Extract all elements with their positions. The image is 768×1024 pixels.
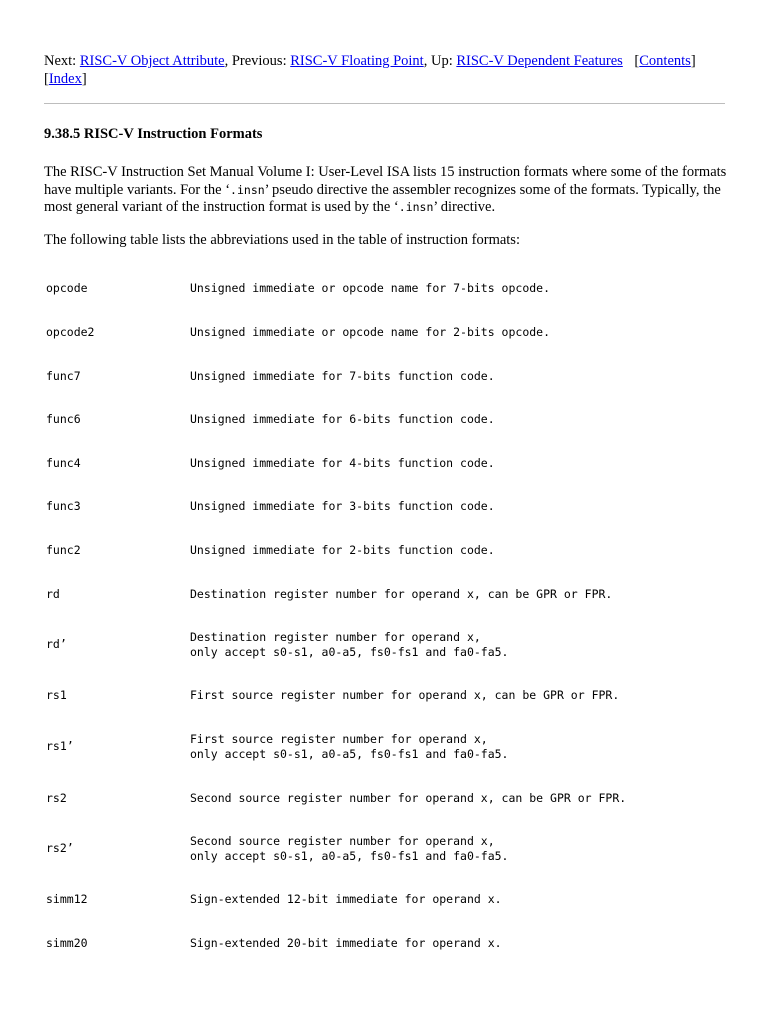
abbreviation-term: rs2’: [46, 841, 74, 855]
description-line: Unsigned immediate for 6-bits function code.: [190, 412, 495, 426]
description-line: Unsigned immediate or opcode name for 7-bits opcode.: [190, 281, 551, 295]
description-line: Sign-extended 12-bit immediate for operand x.: [190, 892, 502, 906]
abbreviation-description: [190, 892, 502, 907]
abbreviation-description: [190, 791, 626, 806]
insn-code: .insn: [398, 200, 434, 214]
abbreviation-term: rs1’: [46, 739, 74, 753]
abbreviation-term: rs2: [46, 791, 67, 805]
description-line: Destination register number for operand x,: [190, 630, 481, 644]
up-link[interactable]: RISC-V Dependent Features: [456, 53, 623, 69]
abbreviation-term: func2: [46, 543, 81, 557]
abbreviation-term: func7: [46, 369, 81, 383]
abbreviation-description: [190, 936, 502, 951]
next-link[interactable]: RISC-V Object Attribute: [79, 53, 225, 69]
abbreviation-description: [190, 499, 495, 514]
description-line: only accept s0-s1, a0-a5, fs0-fs1 and fa0-fa5.: [190, 747, 509, 761]
abbreviation-term: opcode: [46, 281, 88, 295]
abbreviation-term: simm20: [46, 936, 88, 950]
abbreviation-description: [190, 732, 509, 762]
abbreviation-term: opcode2: [46, 325, 95, 339]
abbreviation-term: func4: [46, 456, 81, 470]
description-line: only accept s0-s1, a0-a5, fs0-fs1 and fa0-fa5.: [190, 849, 509, 863]
up-label: , Up:: [423, 53, 453, 69]
description-line: First source register number for operand x, can be GPR or FPR.: [190, 688, 620, 702]
description-line: Unsigned immediate for 4-bits function code.: [190, 456, 495, 470]
section-title: 9.38.5 RISC-V Instruction Formats: [44, 126, 263, 142]
description-line: Second source register number for operand x,: [190, 834, 495, 848]
description-line: Unsigned immediate for 3-bits function code.: [190, 499, 495, 513]
lead-paragraph: The following table lists the abbreviations used in the table of instruction formats:: [44, 232, 520, 248]
description-line: only accept s0-s1, a0-a5, fs0-fs1 and fa0-fa5.: [190, 645, 509, 659]
insn-code: .insn: [230, 182, 265, 197]
index-link[interactable]: Index: [48, 71, 82, 87]
abbreviation-description: [190, 834, 509, 864]
description-line: First source register number for operand x,: [190, 732, 488, 746]
abbreviation-term: func6: [46, 412, 81, 426]
description-line: Unsigned immediate or opcode name for 2-bits opcode.: [190, 325, 551, 339]
abbreviation-term: rd: [46, 587, 60, 601]
abbreviation-term: simm12: [46, 892, 88, 906]
abbreviation-description: [190, 543, 495, 558]
abbreviation-description: [190, 412, 495, 427]
intro-paragraph: The RISC-V Instruction Set Manual Volume I: User-Level ISA lists 15 instruction formats where some of the formats have multiple variants. For the ‘.insn’ pseudo directive the assembler recognizes some of the formats. Typically, the most general variant of the instruction format is used by the ‘.insn’ directive.: [44, 164, 727, 215]
abbreviation-term: rs1: [46, 688, 67, 702]
abbreviation-description: [190, 369, 495, 384]
abbreviation-description: [190, 325, 550, 340]
abbreviation-description: [190, 688, 619, 703]
description-line: Second source register number for operand x, can be GPR or FPR.: [190, 791, 627, 805]
prev-link[interactable]: RISC-V Floating Point: [290, 53, 424, 69]
nav-header: Next: RISC-V Object Attribute, Previous: RISC-V Floating Point, Up: RISC-V Dependent Features [Contents] [Index]: [44, 53, 696, 87]
prev-label: , Previous:: [224, 53, 287, 69]
description-line: Unsigned immediate for 2-bits function code.: [190, 543, 495, 557]
abbreviation-description: [190, 456, 495, 471]
description-line: Sign-extended 20-bit immediate for operand x.: [190, 936, 502, 950]
description-line: Unsigned immediate for 7-bits function code.: [190, 369, 495, 383]
abbreviation-term: rd’: [46, 637, 67, 651]
contents-link[interactable]: Contents: [639, 53, 691, 69]
horizontal-rule: [44, 103, 725, 104]
abbreviation-term: func3: [46, 499, 81, 513]
abbreviation-description: [190, 281, 550, 296]
abbreviation-description: [190, 630, 509, 660]
abbreviation-description: [190, 587, 612, 602]
description-line: Destination register number for operand x, can be GPR or FPR.: [190, 587, 613, 601]
next-label: Next:: [44, 53, 77, 69]
